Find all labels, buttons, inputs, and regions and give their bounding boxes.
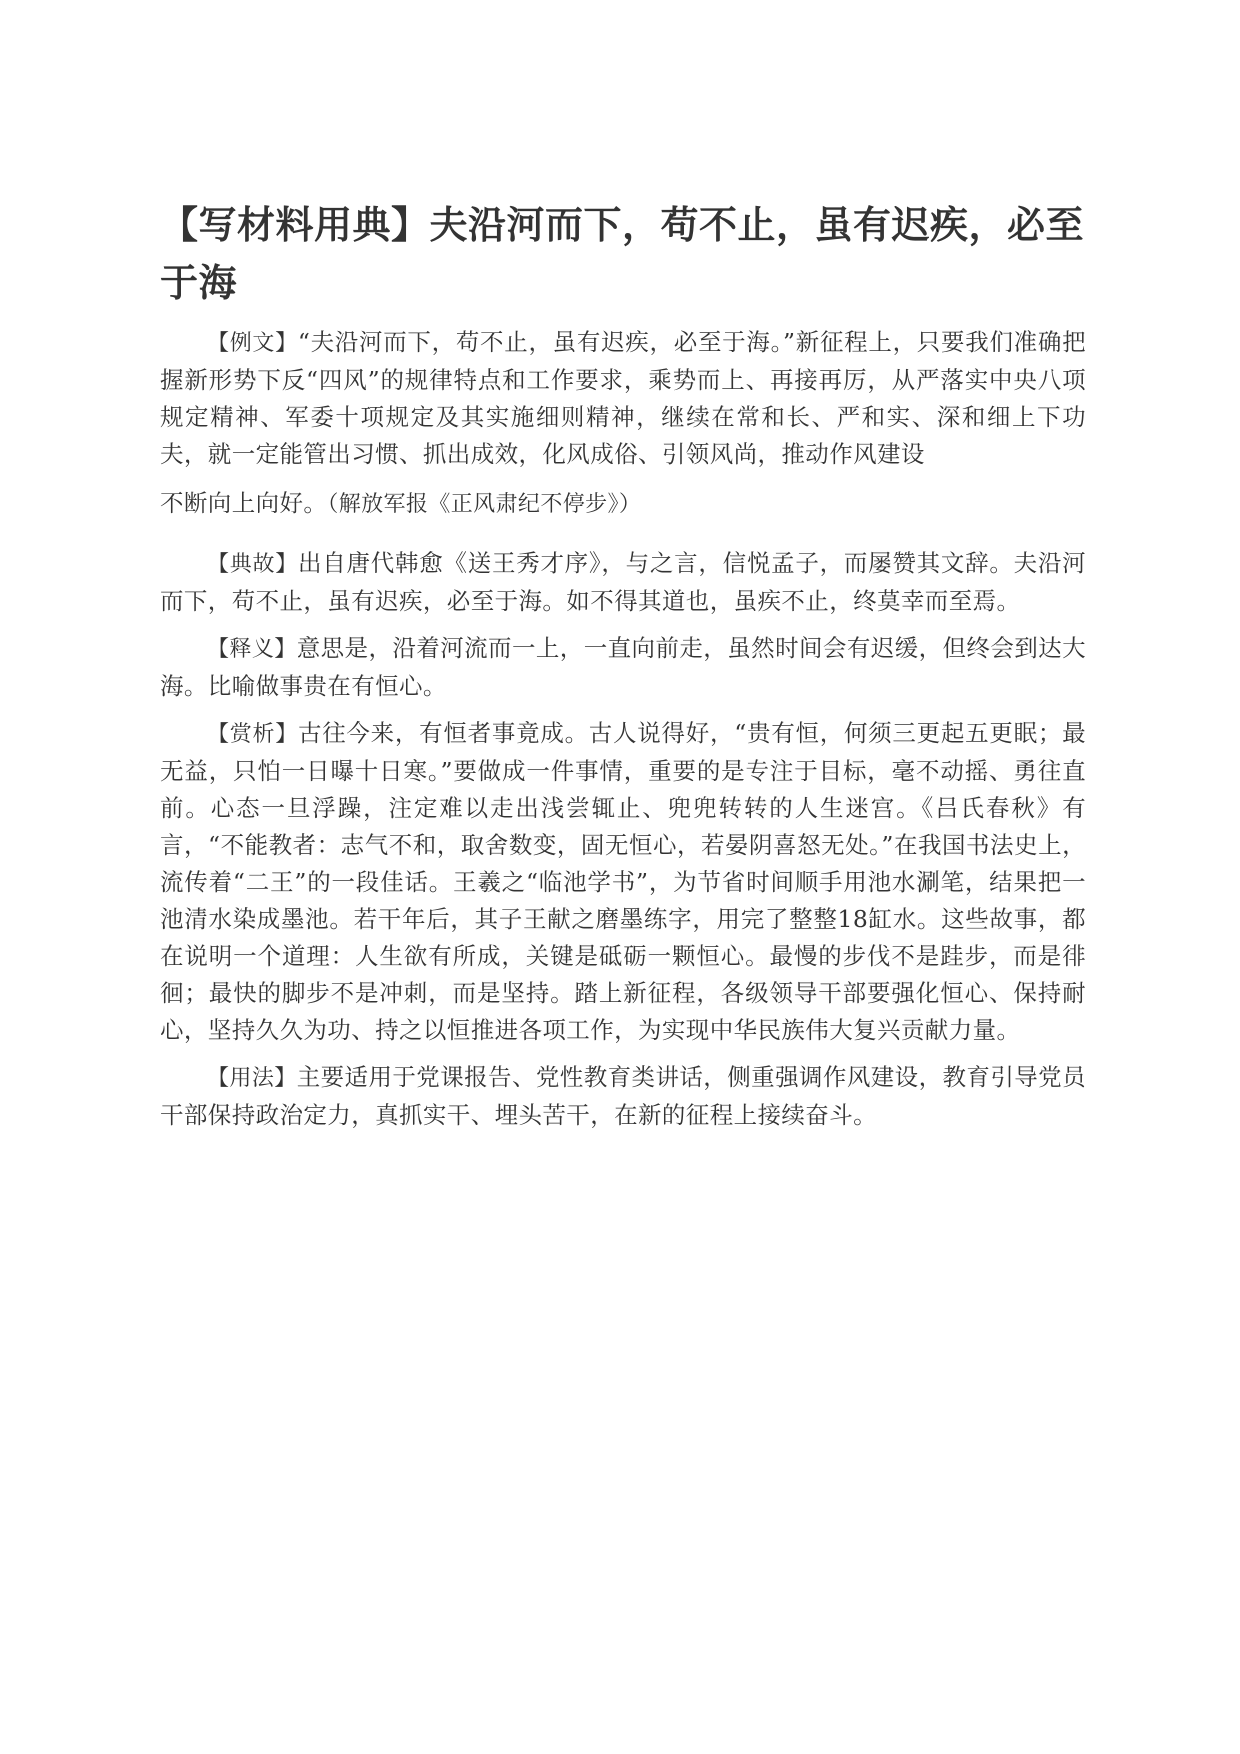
analysis-text: 古往今来，有恒者事竟成。古人说得好，“贵有恒，何须三更起五更眠；最无益，只怕一日曝十日寒。”要做成一件事情，重要的是专注于目标，毫不动摇、勇往直前。心态一旦浮躁，注定难以走出浅尝辄止、兜兜转转的人生迷宫。《吕氏春秋》有言，“不能教者：志气不和，取舍数变，固无恒心，若晏阴喜怒无处。”在我国书法史上，流传着“二王”的一段佳话。王羲之“临池学书”，为节省时间顺手用池水涮笔，结果把一池清水染成墨池。若干年后，其子王献之磨墨练字，用完了整整18缸水。这些故事，都在说明一个道理：人生欲有所成，关键是砥砺一颗恒心。最慢的步伐不是跬步，而是徘徊；最快的脚步不是冲刺，而是坚持。踏上新征程，各级领导干部要强化恒心、保持耐心，坚持久久为功、持之以恒推进各项工作，为实现中华民族伟大复兴贡献力量。 <box>160 719 1086 1044</box>
article-title: 【写材料用典】夫沿河而下，苟不止，虽有迟疾，必至于海 <box>160 203 1085 305</box>
meaning-tag: 【释义】 <box>207 637 297 662</box>
allusion-paragraph <box>160 545 1086 620</box>
analysis-paragraph <box>160 715 1086 1049</box>
meaning-paragraph <box>160 630 1086 705</box>
usage-text: 主要适用于党课报告、党性教育类讲话，侧重强调作风建设，教育引导党员干部保持政治定力，真抓实干、埋头苦干，在新的征程上接续奋斗。 <box>160 1063 1086 1129</box>
usage-tag: 【用法】 <box>207 1066 297 1091</box>
example-source: （解放军报《正风肃纪不停步》） <box>327 492 642 517</box>
allusion-tag: 【典故】 <box>207 552 298 577</box>
meaning-text: 意思是，沿着河流而一上，一直向前走，虽然时间会有迟缓，但终会到达大海。比喻做事贵在有恒心。 <box>160 634 1086 700</box>
document-page <box>160 196 1086 1144</box>
allusion-text: 出自唐代韩愈《送王秀才序》，与之言，信悦孟子，而屡赞其文辞。夫沿河而下，苟不止，虽有迟疾，必至于海。如不得其道也，虽疾不止，终莫幸而至焉。 <box>160 549 1086 615</box>
example-tag: 【例文】 <box>207 331 298 356</box>
example-paragraph <box>160 324 1086 523</box>
example-tail: 不断向上向好。 <box>160 489 328 517</box>
usage-paragraph <box>160 1059 1086 1134</box>
example-text: “夫沿河而下，苟不止，虽有迟疾，必至于海。”新征程上，只要我们准确把握新形势下反“四风”的规律特点和工作要求，乘势而上、再接再厉，从严落实中央八项规定精神、军委十项规定及其实施细则精神，继续在常和长、严和实、深和细上下功夫，就一定能管出习惯、抓出成效，化风成俗、引领风尚，推动作风建设 <box>160 328 1086 468</box>
analysis-tag: 【赏析】 <box>207 722 298 747</box>
